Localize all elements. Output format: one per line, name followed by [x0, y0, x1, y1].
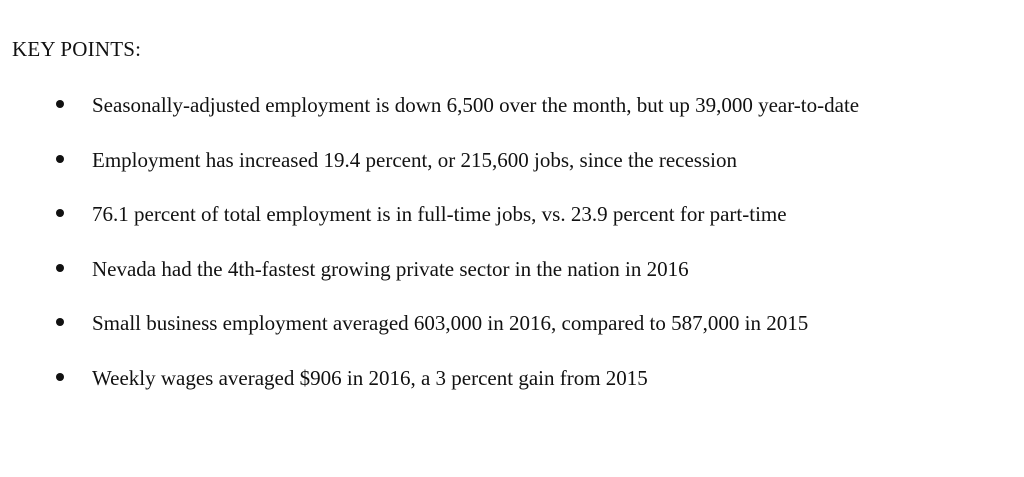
- list-item: [0, 256, 1024, 311]
- list-item: [0, 310, 1024, 365]
- bullet-icon: [56, 373, 64, 381]
- bullet-icon: [56, 155, 64, 163]
- key-point-text: Small business employment averaged 603,000 in 2016, compared to 587,000 in 2015: [92, 311, 809, 335]
- bullet-icon: [56, 318, 64, 326]
- key-point-text: Seasonally-adjusted employment is down 6,500 over the month, but up 39,000 year-to-date: [92, 93, 860, 117]
- bullet-icon: [56, 264, 64, 272]
- key-point-text: 76.1 percent of total employment is in full-time jobs, vs. 23.9 percent for part-time: [92, 202, 787, 226]
- list-item: [0, 365, 1024, 420]
- list-item: [0, 92, 1024, 147]
- key-point-text: Employment has increased 19.4 percent, or 215,600 jobs, since the recession: [92, 147, 737, 172]
- key-point-text: Nevada had the 4th-fastest growing private sector in the nation in 2016: [92, 256, 689, 281]
- list-item: [0, 147, 1024, 202]
- bullet-icon: [56, 100, 64, 108]
- list-item: [0, 201, 1024, 256]
- key-point-text: Weekly wages averaged $906 in 2016, a 3 percent gain from 2015: [92, 365, 648, 390]
- key-points-heading: KEY POINTS:: [12, 37, 142, 61]
- key-points-list: [0, 92, 1024, 419]
- bullet-icon: [56, 209, 64, 217]
